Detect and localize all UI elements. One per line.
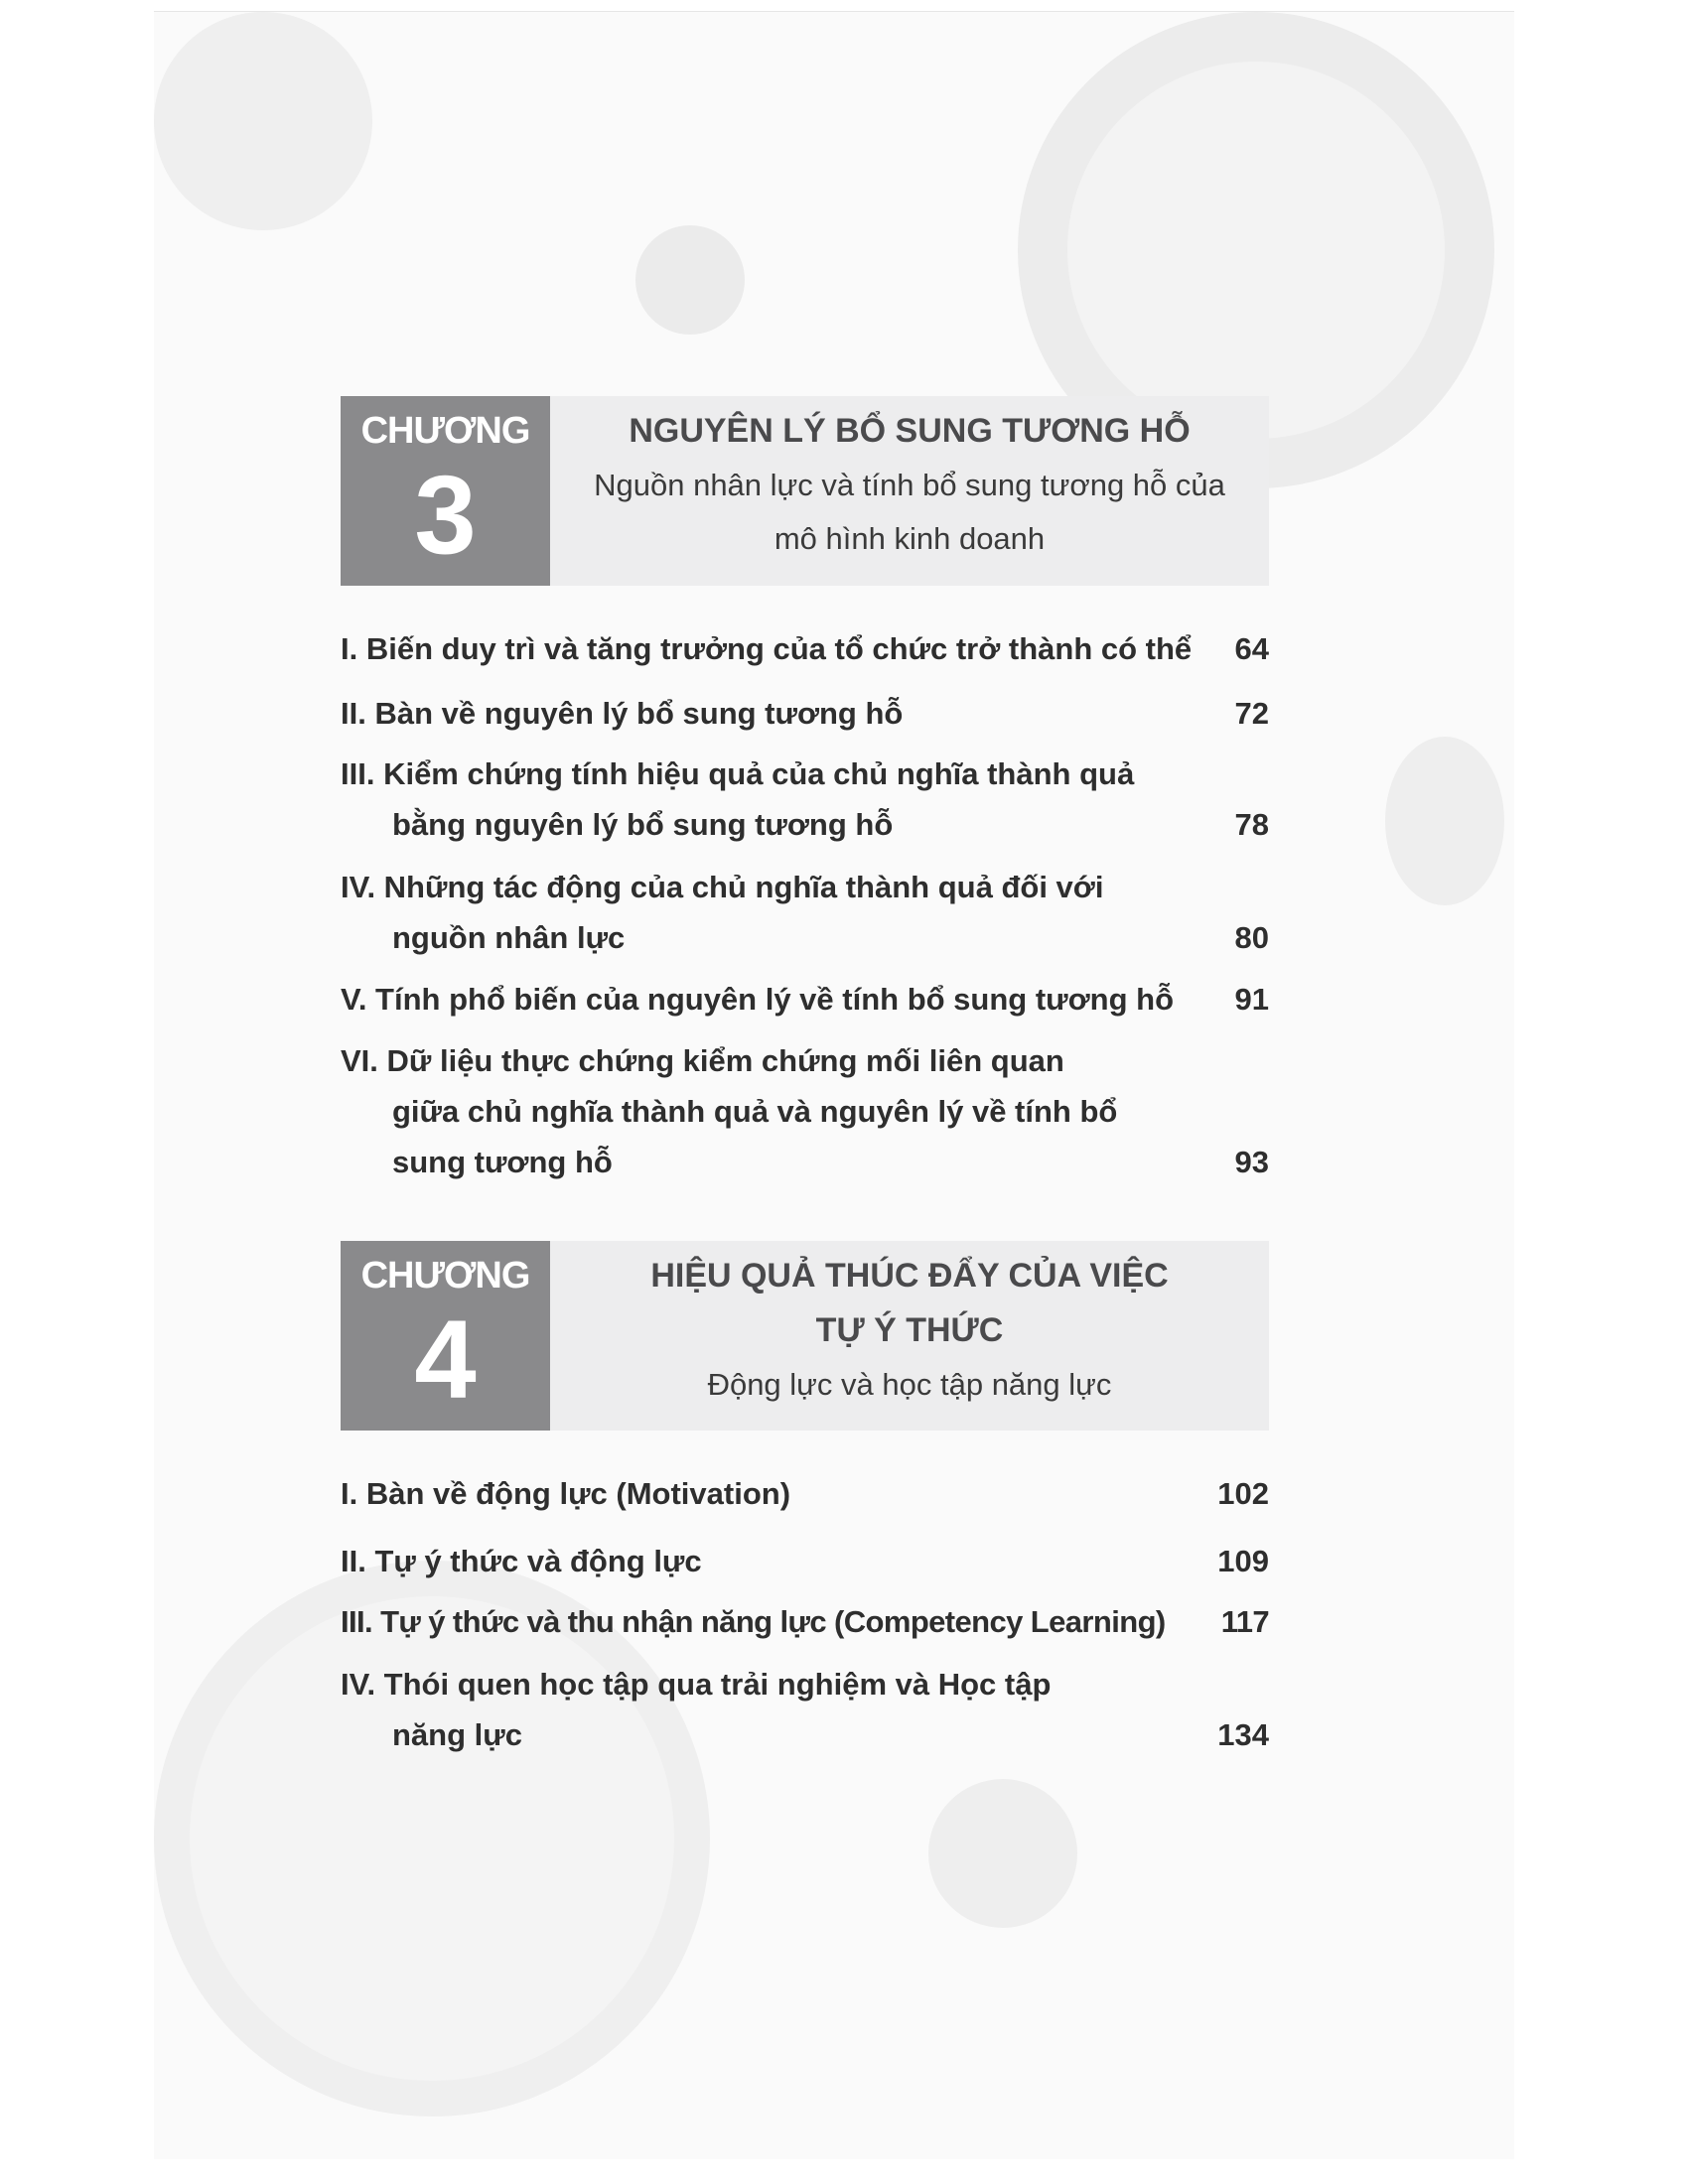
chapter-number: 4 <box>414 1297 477 1422</box>
chapter-number-box <box>341 396 550 586</box>
background-decoration <box>635 225 745 335</box>
page-number: 91 <box>1234 982 1269 1017</box>
entry-title: III. Kiểm chứng tính hiệu quả của chủ nghĩa thành quả <box>341 756 1135 791</box>
entry-title: II. Bàn về nguyên lý bổ sung tương hỗ <box>341 696 904 731</box>
toc-entry[interactable] <box>341 1468 1269 1519</box>
page-number: 134 <box>1217 1717 1269 1752</box>
toc-entry[interactable] <box>341 974 1269 1024</box>
toc-entry[interactable] <box>341 1536 1269 1586</box>
page-number: 109 <box>1217 1544 1269 1578</box>
entry-title: VI. Dữ liệu thực chứng kiểm chứng mối liên quan <box>341 1043 1064 1078</box>
chapter-number: 3 <box>414 453 477 577</box>
toc-entry[interactable] <box>341 862 1269 963</box>
chapter-title: NGUYÊN LÝ BỔ SUNG TƯƠNG HỖ <box>629 412 1191 450</box>
chapter-3-header <box>341 396 1269 586</box>
entry-title: IV. Thói quen học tập qua trải nghiệm và Học tập <box>341 1667 1052 1702</box>
toc-entry[interactable] <box>341 1596 1269 1647</box>
chapter-title: TỰ Ý THỨC <box>815 1311 1004 1349</box>
chapter-title: HIỆU QUẢ THÚC ĐẨY CỦA VIỆC <box>650 1257 1169 1295</box>
chapter-label: CHƯƠNG <box>360 410 530 452</box>
chapter-subtitle: mô hình kinh doanh <box>774 521 1046 556</box>
entry-title: năng lực <box>392 1717 522 1752</box>
entry-title: nguồn nhân lực <box>392 920 626 955</box>
toc-entry[interactable] <box>341 1035 1269 1187</box>
page-number: 117 <box>1220 1604 1269 1639</box>
entry-title: giữa chủ nghĩa thành quả và nguyên lý về tính bổ <box>392 1094 1118 1129</box>
entry-title: V. Tính phổ biến của nguyên lý về tính bổ sung tương hỗ <box>341 982 1175 1017</box>
entry-title: IV. Những tác động của chủ nghĩa thành quả đối với <box>341 870 1104 904</box>
page-number: 80 <box>1234 920 1269 955</box>
background-decoration <box>154 12 372 230</box>
entry-title: II. Tự ý thức và động lực <box>341 1544 702 1578</box>
page-number: 72 <box>1234 696 1269 731</box>
toc-entry[interactable] <box>341 688 1269 739</box>
chapter-subtitle: Động lực và học tập năng lực <box>707 1367 1112 1402</box>
page-number: 93 <box>1234 1145 1269 1179</box>
page-number: 78 <box>1234 807 1269 842</box>
entry-title: sung tương hỗ <box>392 1145 613 1179</box>
chapter-4-header <box>341 1241 1269 1431</box>
background-decoration <box>928 1779 1077 1928</box>
entry-title: I. Bàn về động lực (Motivation) <box>341 1476 791 1511</box>
background-decoration <box>1385 737 1504 905</box>
toc-entry[interactable] <box>341 1659 1269 1760</box>
toc-entry[interactable] <box>341 623 1269 674</box>
page-number: 64 <box>1234 631 1269 666</box>
entry-title: III. Tự ý thức và thu nhận năng lực (Competency Learning) <box>341 1604 1166 1639</box>
toc-entry[interactable] <box>341 749 1269 850</box>
page-number: 102 <box>1217 1476 1269 1511</box>
chapter-number-box <box>341 1241 550 1431</box>
chapter-subtitle: Nguồn nhân lực và tính bổ sung tương hỗ của <box>594 468 1225 502</box>
entry-title: I. Biến duy trì và tăng trưởng của tổ chức trở thành có thể <box>341 631 1193 666</box>
chapter-label: CHƯƠNG <box>360 1255 530 1297</box>
entry-title: bằng nguyên lý bổ sung tương hỗ <box>392 807 894 842</box>
